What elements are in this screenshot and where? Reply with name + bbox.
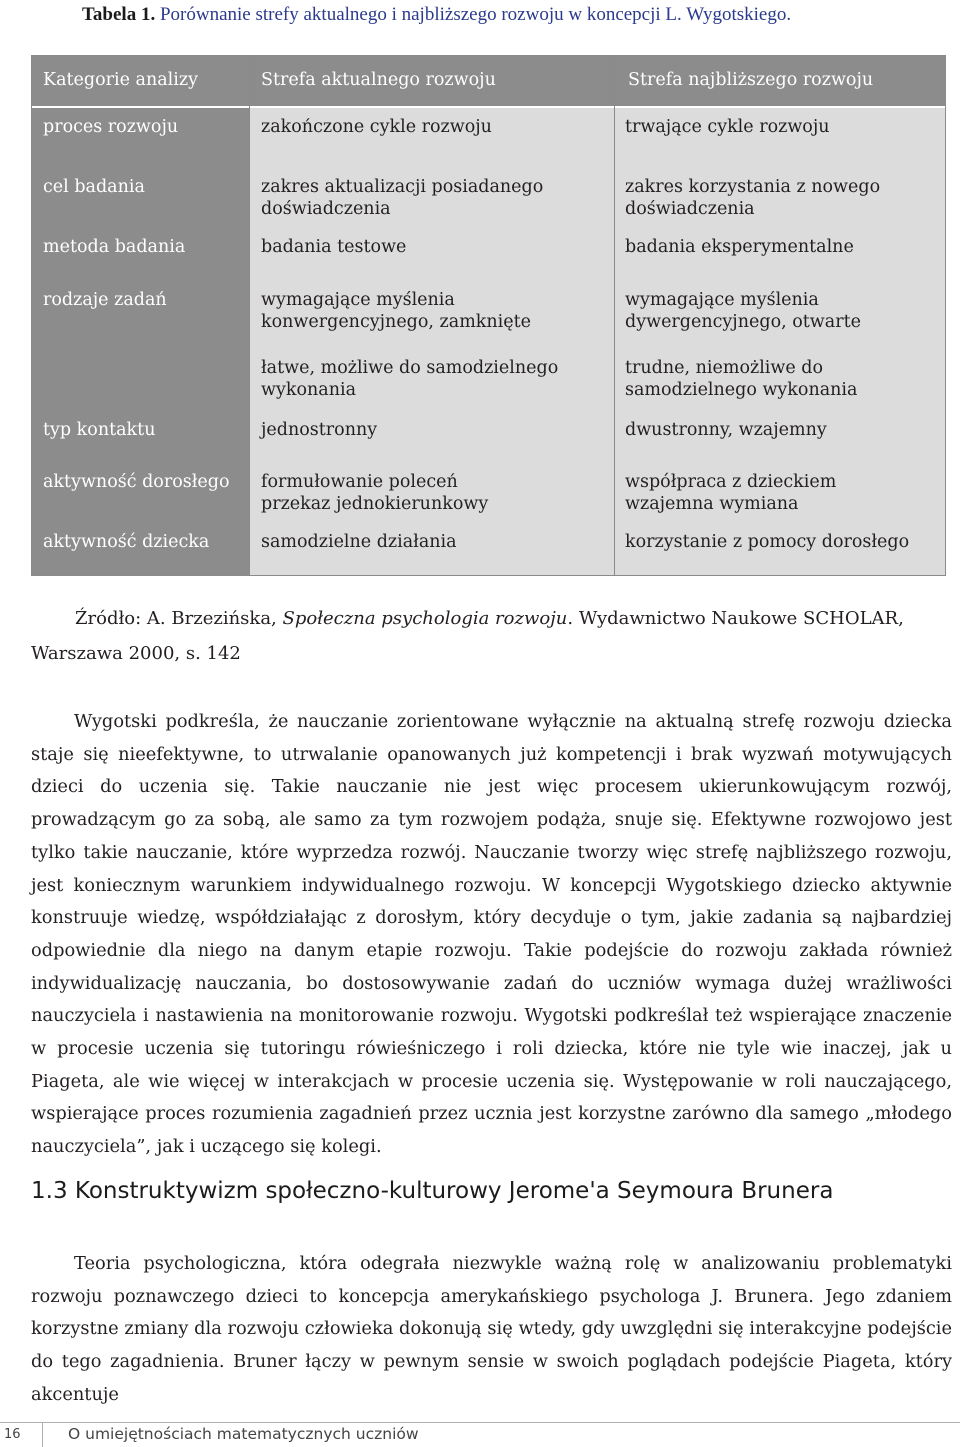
cell-proximal-zone [625,116,830,138]
cell-line: wymagające myślenia [625,290,819,310]
table-caption-label: Tabela 1. [82,4,156,25]
cell-actual-zone [261,289,531,333]
cell-line: doświadczenia [261,199,391,219]
cell-line: badania eksperymentalne [625,237,854,257]
column-divider [249,56,250,575]
row-category: rodzaje zadań [43,290,167,310]
header-proximal-zone: Strefa najbliższego rozwoju [628,70,874,90]
cell-line: samodzielne działania [261,532,457,552]
cell-actual-zone [261,236,406,258]
cell-actual-zone [261,176,543,220]
column-divider [614,56,615,575]
cell-line: łatwe, możliwe do samodzielnego [261,358,559,378]
body-paragraph-vygotsky: Wygotski podkreśla, że nauczanie zorientowane wyłącznie na aktualną strefę rozwoju dziecka staje się nieefektywne, to utrwalanie opanowanych już kompetencji i brak wyzwań motywujących dzieci do uczenia się. Takie nauczanie nie jest więc procesem ukierunkowującym rozwój, prowadzącym go za sobą, ale samo za tym rozwojem podąża, snuje się. Efektywne rozwojowo jest tylko takie nauczanie, które wyprzedza rozwój. Nauczanie tworzy więc strefę najbliższego rozwoju, jest koniecznym warunkiem indywidualnego rozwoju. W koncepcji Wygotskiego dziecko aktywnie konstruuje wiedzę, współdziałając z dorosłym, który decyduje o tym, jakie zadania są najbardziej odpowiednie dla niego na danym etapie rozwoju. Takie podejście do rozwoju zakłada również indywidualizację nauczania, bo dostosowywanie zadań do uczniów wymaga dużej wrażliwości nauczyciela i nastawienia na monitorowanie rozwoju. Wygotski podkreślał też wspierające znaczenie w procesie uczenia się tutoringu rówieśniczego i roli dziecka, które nie tyle wie inaczej, jak u Piageta, ale wie więcej w interakcjach w procesie uczenia się. Występowanie w roli nauczającego, wspierające proces rozumienia zagadnień przez ucznia jest korzystne zarówno dla samego „młodego nauczyciela”, jak i uczącego się kolegi. [31,711,952,1158]
cell-line: samodzielnego wykonania [625,380,858,400]
cell-line: formułowanie poleceń [261,472,458,492]
source-suffix: . Wydawnictwo Naukowe SCHOLAR, [567,608,904,629]
cell-line: konwergencyjnego, zamknięte [261,312,532,332]
cell-line: zakres aktualizacji posiadanego [261,177,544,197]
source-title: Społeczna psychologia rozwoju [282,608,568,629]
cell-proximal-zone [625,289,861,333]
running-title: O umiejętnościach matematycznych uczniów [68,1425,419,1443]
table-caption [82,4,791,26]
cell-proximal-zone [625,357,857,401]
footer-divider [42,1422,43,1447]
row-category: cel badania [43,177,145,197]
cell-line: trudne, niemożliwe do [625,358,824,378]
cell-line: badania testowe [261,237,407,257]
header-separator [32,106,945,108]
cell-line: jednostronny [261,420,378,440]
page-number: 16 [4,1427,21,1442]
row-category: aktywność dziecka [43,532,210,552]
comparison-table [31,55,946,576]
source-citation-line2: Warszawa 2000, s. 142 [31,643,241,664]
row-category: aktywność dorosłego [43,472,230,492]
body-paragraph-bruner: Teoria psychologiczna, która odegrała niezwykle ważną rolę w analizowaniu problematyki rozwoju poznawczego dzieci to koncepcja amerykańskiego psychologa J. Brunera. Jego zdaniem korzystne zmiany dla rozwoju człowieka dokonują się wtedy, gdy uwzględni się interakcyjne podejście do tego zagadnienia. Bruner łączy w pewnym sensie w swoich poglądach podejście Piageta, który akcentuje [31,1253,952,1405]
header-actual-zone: Strefa aktualnego rozwoju [261,70,496,90]
footer-rule [0,1422,960,1423]
cell-line: doświadczenia [625,199,755,219]
cell-proximal-zone [625,236,854,258]
source-citation [75,608,904,629]
cell-line: zakończone cykle rozwoju [261,117,492,137]
cell-line: wzajemna wymiana [625,494,799,514]
cell-line: korzystanie z pomocy dorosłego [625,532,910,552]
cell-line: współpraca z dzieckiem [625,472,837,492]
cell-actual-zone [261,531,457,553]
cell-proximal-zone [625,419,827,441]
section-heading: 1.3 Konstruktywizm społeczno-kulturowy Jerome'a Seymoura Brunera [31,1178,834,1204]
header-category: Kategorie analizy [43,70,198,90]
cell-line: wykonania [261,380,357,400]
cell-line: trwające cykle rozwoju [625,117,830,137]
cell-line: dywergencyjnego, otwarte [625,312,861,332]
cell-proximal-zone [625,531,909,553]
cell-proximal-zone [625,471,836,515]
table-caption-text: Porównanie strefy aktualnego i najbliższego rozwoju w koncepcji L. Wygotskiego. [159,4,792,25]
cell-line: przekaz jednokierunkowy [261,494,489,514]
cell-actual-zone [261,471,488,515]
cell-actual-zone [261,357,558,401]
row-category: typ kontaktu [43,420,156,440]
cell-actual-zone [261,116,492,138]
cell-actual-zone [261,419,377,441]
cell-line: zakres korzystania z nowego [625,177,881,197]
row-category: metoda badania [43,237,186,257]
cell-line: wymagające myślenia [261,290,455,310]
row-category: proces rozwoju [43,117,179,137]
cell-proximal-zone [625,176,880,220]
cell-line: dwustronny, wzajemny [625,420,827,440]
source-prefix: Źródło: A. Brzezińska, [75,608,283,629]
